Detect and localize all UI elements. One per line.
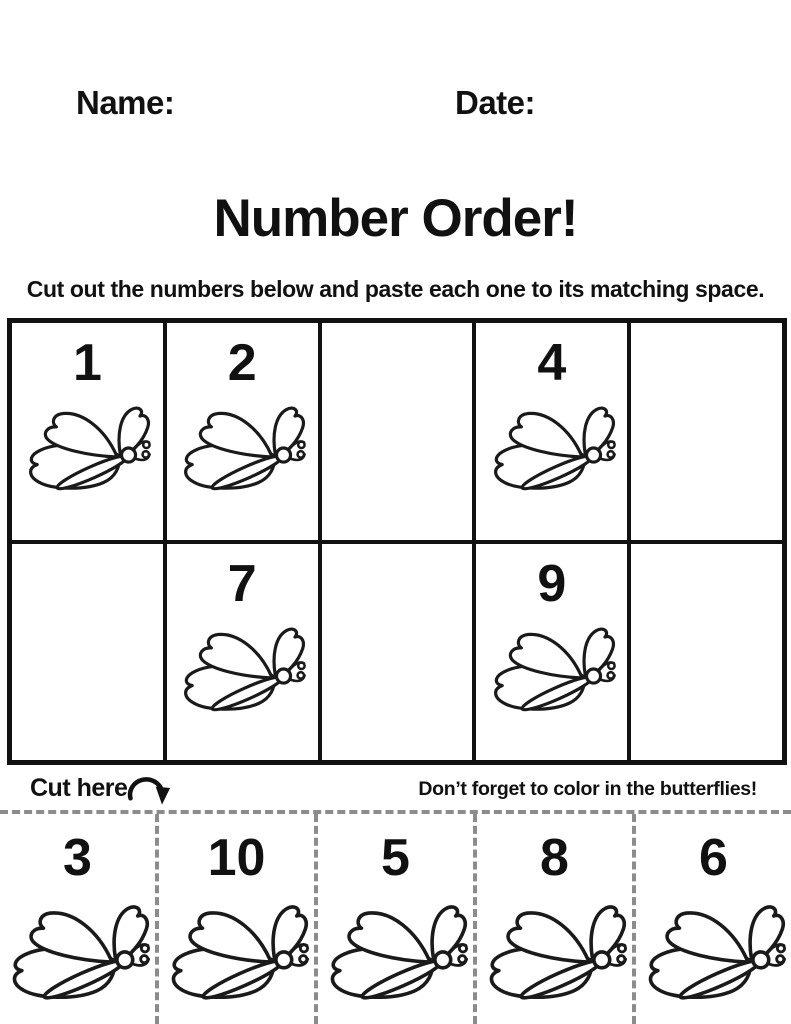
- cut-out-card: [632, 814, 791, 1024]
- cut-arrow-icon: [126, 767, 171, 808]
- cut-here-label: Cut here: [30, 774, 128, 802]
- grid-cell: [320, 542, 475, 763]
- card-number: 6: [699, 829, 728, 887]
- grid-cell: [474, 321, 629, 542]
- date-label: Date:: [455, 84, 536, 121]
- page-title: Number Order!: [213, 189, 578, 248]
- butterfly-icon: [165, 892, 309, 1004]
- butterfly-icon: [488, 616, 616, 715]
- butterfly-icon: [178, 616, 306, 715]
- butterfly-icon: [324, 892, 468, 1004]
- butterfly-icon: [178, 395, 306, 494]
- butterfly-icon: [642, 892, 786, 1004]
- grid-cell: [165, 542, 320, 763]
- cut-out-card: [473, 814, 632, 1024]
- cell-number: 4: [537, 334, 567, 392]
- butterfly-icon: [488, 395, 616, 494]
- instruction-text: Cut out the numbers below and paste each one to its matching space.: [26, 276, 765, 302]
- name-label: Name:: [76, 84, 175, 121]
- grid-cell: [10, 321, 165, 542]
- butterfly-icon: [23, 395, 151, 494]
- cell-number: 7: [227, 554, 257, 613]
- card-number: 5: [381, 829, 410, 887]
- grid-cell: [629, 321, 784, 542]
- card-number: 10: [207, 829, 266, 887]
- butterfly-icon: [483, 892, 627, 1004]
- cut-out-card: [0, 814, 155, 1024]
- cut-out-cards-strip: [0, 810, 791, 1024]
- cut-out-card: [155, 814, 314, 1024]
- grid-cell: [10, 542, 165, 763]
- number-grid: [7, 318, 787, 765]
- grid-cell: [320, 321, 475, 542]
- grid-cell: [629, 542, 784, 763]
- grid-cell: [165, 321, 320, 542]
- grid-cell: [474, 542, 629, 763]
- butterfly-icon: [6, 892, 150, 1004]
- cell-number: 1: [72, 334, 102, 392]
- card-number: 8: [540, 829, 569, 887]
- card-number: 3: [63, 829, 92, 887]
- cell-number: 9: [537, 554, 567, 613]
- color-reminder-text: Don’t forget to color in the butterflies!: [418, 778, 757, 800]
- cut-out-card: [314, 814, 473, 1024]
- cell-number: 2: [227, 334, 257, 392]
